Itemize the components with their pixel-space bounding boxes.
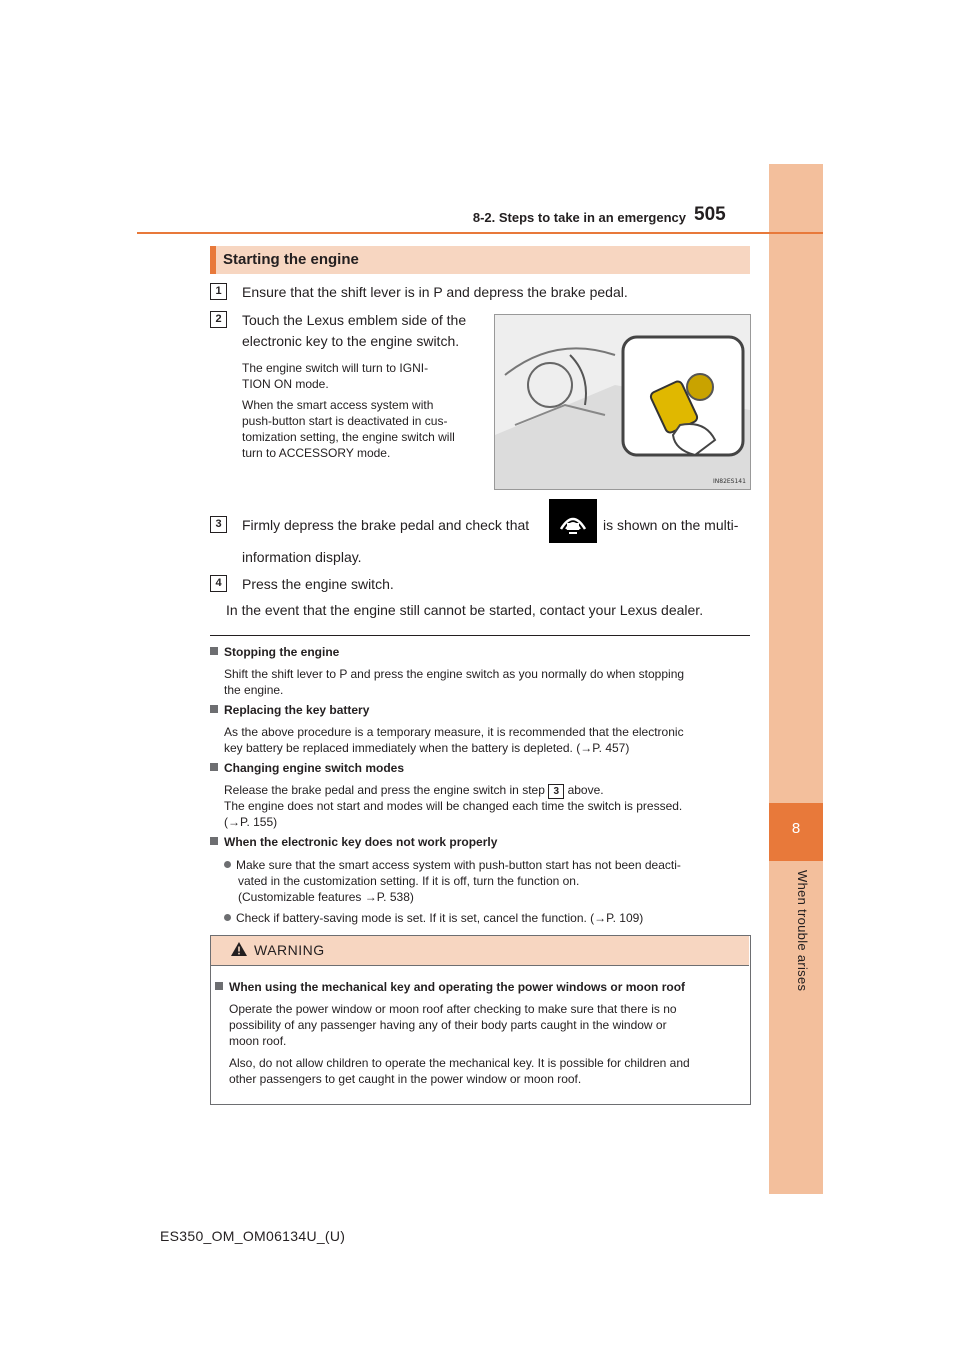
step-1-text: Ensure that the shift lever is in P and depress the brake pedal.	[242, 284, 628, 300]
chapter-title: When trouble arises	[795, 870, 810, 992]
square-bullet-icon	[210, 837, 218, 845]
chapter-number: 8	[791, 820, 801, 837]
note-modes-line3: (→P. 155)	[224, 815, 278, 829]
illustration-code: IN82ES141	[713, 478, 746, 485]
square-bullet-icon	[210, 763, 218, 771]
footer-code: ES350_OM_OM06134U_(U)	[160, 1228, 346, 1244]
step-2-line1: Touch the Lexus emblem side of the	[242, 312, 467, 328]
brake-engine-start-indicator-icon	[549, 499, 597, 543]
warning-p1-line3: moon roof.	[229, 1034, 287, 1048]
warning-p1-line2: possibility of any passenger having any of their body parts caught in the window or	[229, 1018, 667, 1032]
square-bullet-icon	[215, 982, 223, 990]
step-2-sub1-line1: The engine switch will turn to IGNI-	[242, 361, 429, 375]
square-bullet-icon	[210, 705, 218, 713]
inline-step-number: 3	[548, 784, 564, 799]
note-title-modes: Changing engine switch modes	[210, 761, 404, 775]
note-stopping-line2: the engine.	[224, 683, 284, 697]
note-battery-line1: As the above procedure is a temporary measure, it is recommended that the electronic	[224, 725, 684, 739]
warning-item-title: When using the mechanical key and operating the power windows or moon roof	[215, 980, 685, 994]
divider	[210, 635, 750, 636]
chapter-tab-strip	[769, 164, 823, 1194]
step-3-text-after: is shown on the multi-	[603, 517, 739, 533]
page-number: 505	[694, 204, 726, 225]
warning-triangle-icon	[230, 941, 248, 962]
step-2-sub2-line1: When the smart access system with	[242, 398, 434, 412]
note-key-bullet1-line3: (Customizable features →P. 538)	[238, 890, 414, 904]
step-4-text: Press the engine switch.	[242, 576, 394, 592]
round-bullet-icon	[224, 861, 231, 868]
step-2-line2: electronic key to the engine switch.	[242, 333, 460, 349]
step-2-sub1-line2: TION ON mode.	[242, 377, 329, 391]
key-on-engine-switch-illustration	[494, 314, 751, 490]
note-battery-line2: key battery be replaced immediately when the battery is depleted. (→P. 457)	[224, 741, 630, 755]
step-number-1: 1	[210, 283, 227, 300]
note-title-battery: Replacing the key battery	[210, 703, 369, 717]
note-title-stopping: Stopping the engine	[210, 645, 339, 659]
step-3-text-before: Firmly depress the brake pedal and check that	[242, 517, 530, 533]
step-2-sub2-line2: push-button start is deactivated in cus-	[242, 414, 448, 428]
note-stopping-line1: Shift the shift lever to P and press the engine switch as you normally do when stopping	[224, 667, 685, 681]
note-modes-line2: The engine does not start and modes will be changed each time the switch is pressed.	[224, 799, 683, 813]
section-accent	[210, 246, 216, 274]
step-3-line2: information display.	[242, 549, 362, 565]
round-bullet-icon	[224, 914, 231, 921]
square-bullet-icon	[210, 647, 218, 655]
step-2-sub2-line3: tomization setting, the engine switch will	[242, 430, 455, 444]
step-number-4: 4	[210, 575, 227, 592]
warning-title: WARNING	[254, 942, 325, 958]
step-number-3: 3	[210, 516, 227, 533]
note-key-bullet1-line2: vated in the customization setting. If it is off, turn the function on.	[238, 874, 580, 888]
illustration-drawing	[495, 315, 750, 489]
header-section-title: 8-2. Steps to take in an emergency	[472, 210, 686, 225]
section-title: Starting the engine	[223, 251, 359, 268]
warning-p2-line1: Also, do not allow children to operate the mechanical key. It is possible for children and	[229, 1056, 690, 1070]
note-key-bullet2: Check if battery-saving mode is set. If it is set, cancel the function. (→P. 109)	[224, 910, 643, 926]
note-title-key: When the electronic key does not work properly	[210, 835, 497, 849]
step-number-2: 2	[210, 311, 227, 328]
header-rule	[137, 232, 823, 234]
note-key-bullet1-line1: Make sure that the smart access system with push-button start has not been deacti-	[224, 857, 681, 873]
note-modes-line1: Release the brake pedal and press the engine switch in step 3 above.	[224, 783, 604, 797]
closing-text: In the event that the engine still cannot be started, contact your Lexus dealer.	[226, 602, 704, 618]
warning-p2-line2: other passengers to get caught in the power window or moon roof.	[229, 1072, 582, 1086]
warning-p1-line1: Operate the power window or moon roof after checking to make sure that there is no	[229, 1002, 677, 1016]
step-2-sub2-line4: turn to ACCESSORY mode.	[242, 446, 391, 460]
